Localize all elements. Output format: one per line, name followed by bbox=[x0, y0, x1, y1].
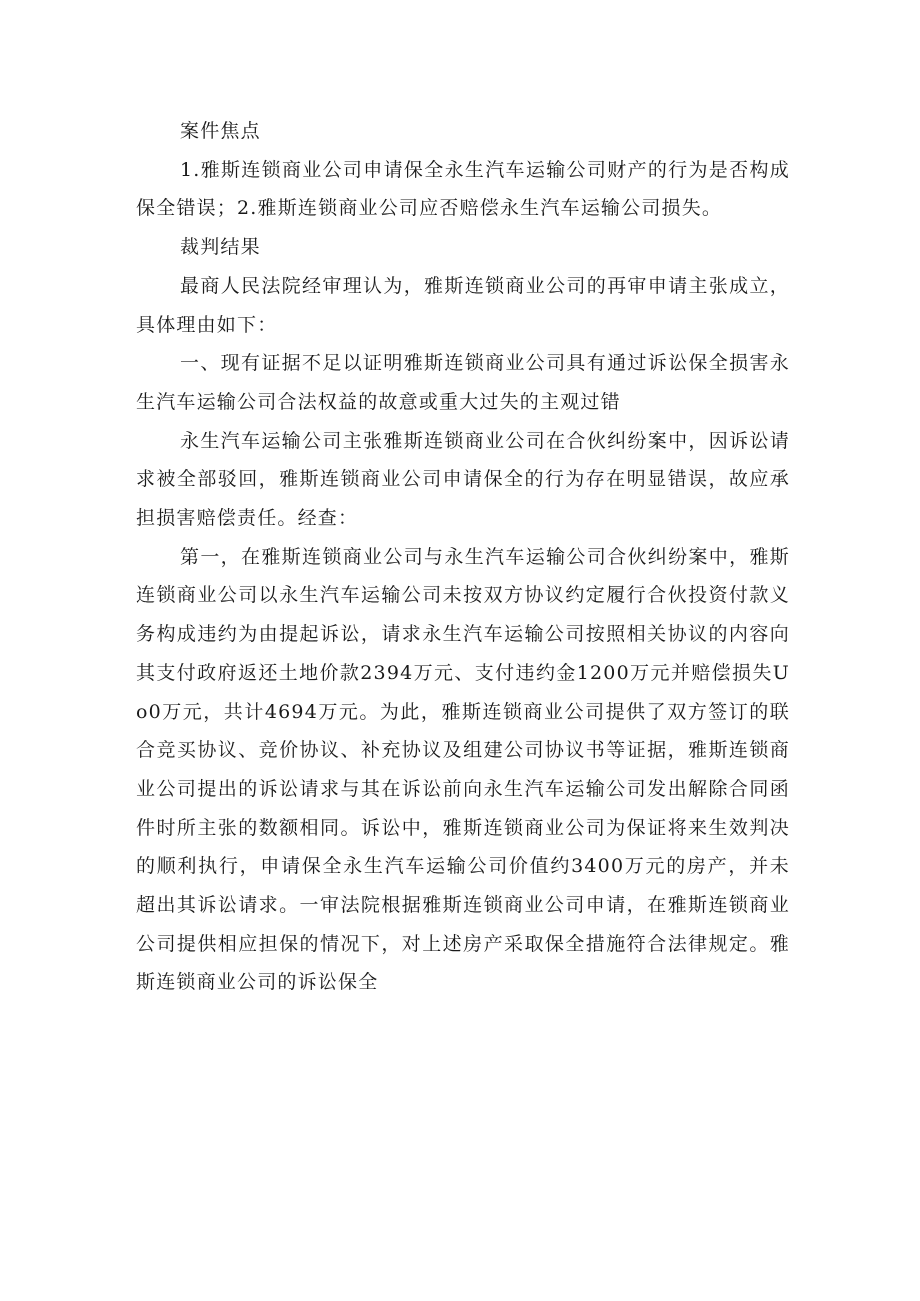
document-page bbox=[136, 112, 790, 1002]
paragraph-point-one: 一、现有证据不足以证明雅斯连锁商业公司具有通过诉讼保全损害永生汽车运输公司合法权益的故意或重大过失的主观过错 bbox=[136, 352, 790, 413]
paragraph-claim: 永生汽车运输公司主张雅斯连锁商业公司在合伙纠纷案中，因诉讼请求被全部驳回，雅斯连锁商业公司申请保全的行为存在明显错误，故应承担损害赔偿责任。经查： bbox=[136, 429, 790, 530]
paragraph-case-focus: 1.雅斯连锁商业公司申请保全永生汽车运输公司财产的行为是否构成保全错误；2.雅斯连锁商业公司应否赔偿永生汽车运输公司损失。 bbox=[136, 158, 790, 220]
paragraph-first-finding: 第一，在雅斯连锁商业公司与永生汽车运输公司合伙纠纷案中，雅斯连锁商业公司以永生汽车运输公司未按双方协议约定履行合伙投资付款义务构成违约为由提起诉讼，请求永生汽车运输公司按照相关协议的内容向其支付政府返还土地价款2394万元、支付违约金1200万元并赔偿损失Uo0万元，共计4694万元。为此，雅斯连锁商业公司提供了双方签订的联合竞买协议、竞价协议、补充协议及组建公司协议书等证据，雅斯连锁商业公司提出的诉讼请求与其在诉讼前向永生汽车运输公司发出解除合同函件时所主张的数额相同。诉讼中，雅斯连锁商业公司为保证将来生效判决的顺利执行，申请保全永生汽车运输公司价值约3400万元的房产，并未超出其诉讼请求。一审法院根据雅斯连锁商业公司申请，在雅斯连锁商业公司提供相应担保的情况下，对上述房产采取保全措施符合法律规定。雅斯连锁商业公司的诉讼保全 bbox=[136, 545, 790, 994]
section-heading-judgment-result: 裁判结果 bbox=[180, 236, 261, 259]
section-heading-case-focus: 案件焦点 bbox=[180, 120, 261, 142]
paragraph-court-opinion: 最商人民法院经审理认为，雅斯连锁商业公司的再审申请主张成立，具体理由如下： bbox=[136, 274, 790, 336]
